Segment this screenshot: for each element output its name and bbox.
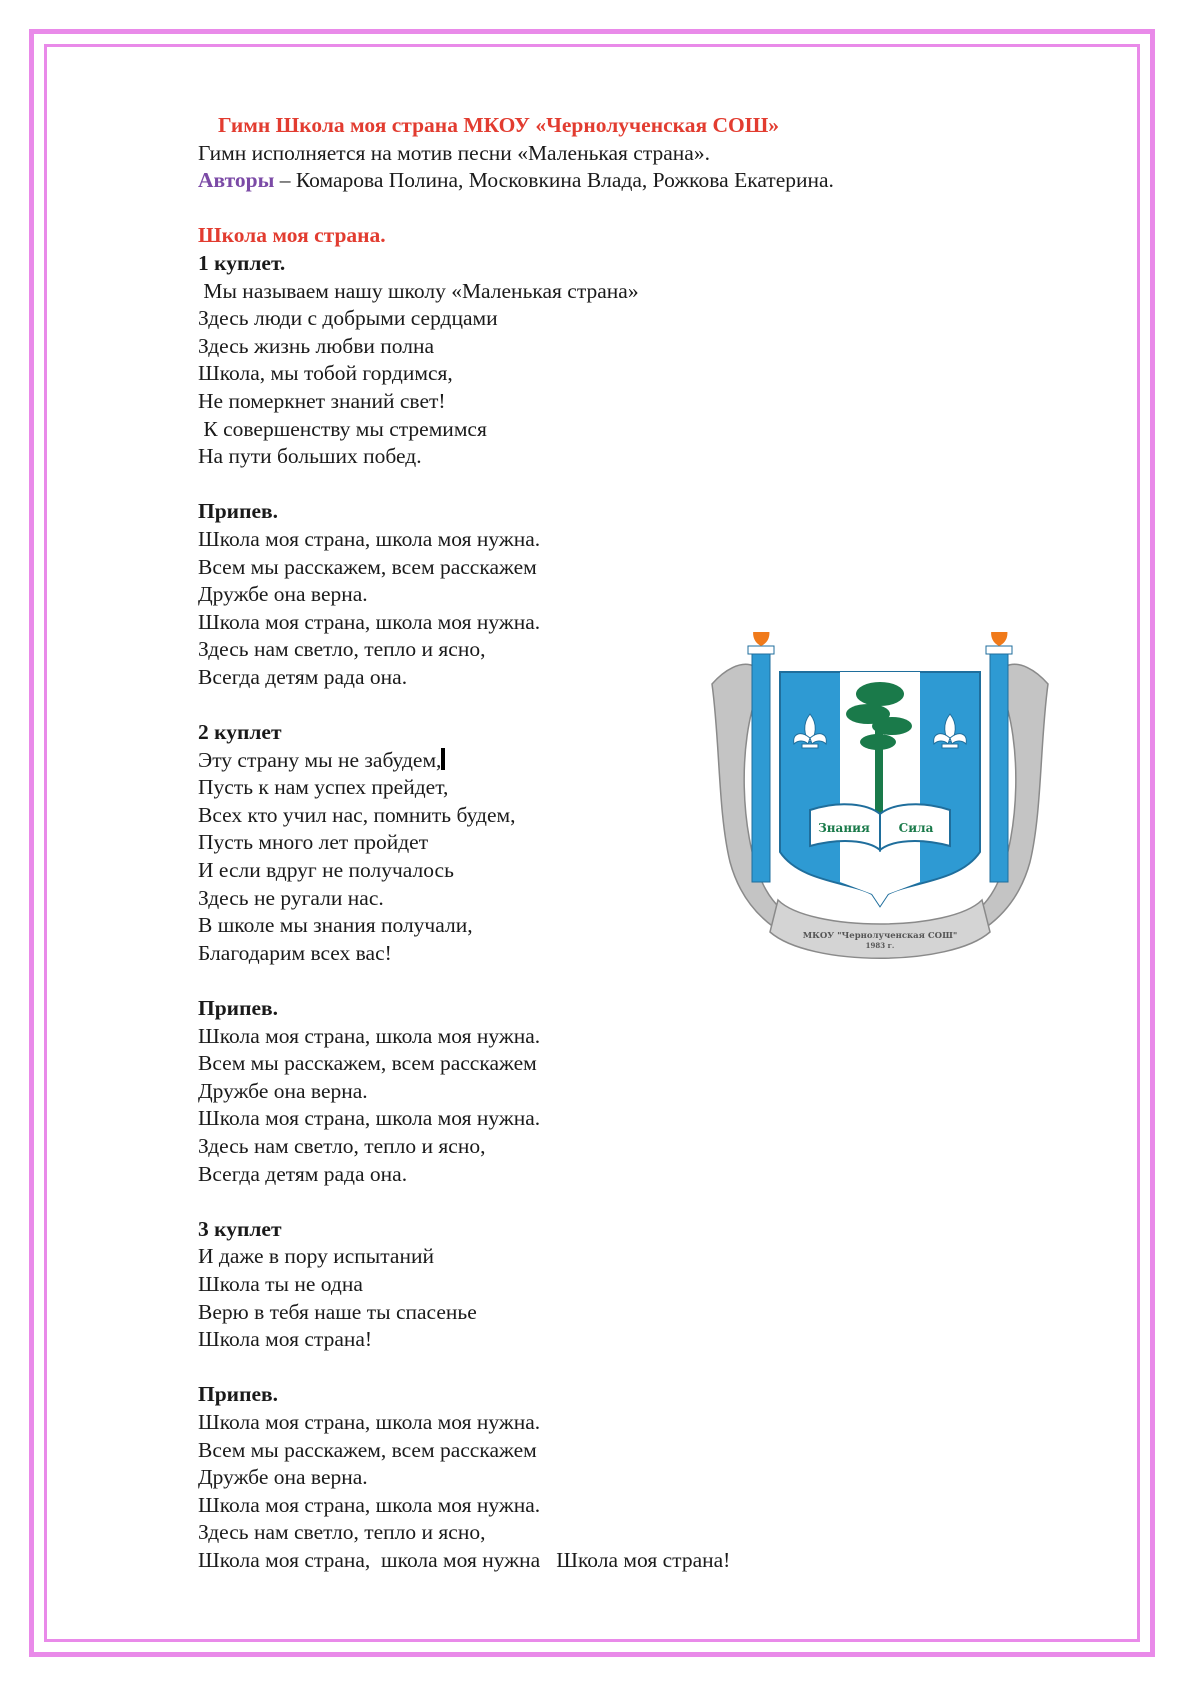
- chorus-3-heading: Припев.: [198, 1382, 278, 1407]
- lyric-text: Школа моя страна!: [198, 1327, 373, 1352]
- lyric-text: И если вдруг не получалось: [198, 858, 454, 883]
- lyric-text: Здесь нам светло, тепло и ясно,: [198, 637, 486, 662]
- lyric-text: Здесь жизнь любви полна: [198, 333, 435, 358]
- lyric-text: Пусть к нам успех прейдет,: [198, 775, 449, 800]
- lyric-line: [198, 1161, 958, 1189]
- lyric-line: [198, 581, 958, 609]
- lyric-line: [198, 416, 958, 444]
- lyric-text: Всем мы расскажем, всем расскажем: [198, 554, 537, 579]
- lyric-line: [198, 278, 958, 306]
- emblem-flame-left-icon: [753, 632, 769, 646]
- lyric-line: [198, 443, 958, 471]
- lyric-text: Здесь люди с добрыми сердцами: [198, 306, 498, 331]
- authors-label: Авторы: [198, 168, 275, 193]
- emblem-column-right: [990, 652, 1008, 882]
- lyric-line: [198, 526, 958, 554]
- lyric-text: Всегда детям рада она.: [198, 664, 408, 689]
- lyric-line: [198, 388, 958, 416]
- lyric-text: Всегда детям рада она.: [198, 1161, 408, 1186]
- emblem-flame-right-icon: [991, 632, 1007, 646]
- authors-line: [198, 167, 958, 195]
- lyric-line: [198, 1243, 958, 1271]
- lyric-line: [198, 1519, 958, 1547]
- verse-3-heading: 3 куплет: [198, 1216, 282, 1241]
- lyric-line: [198, 554, 958, 582]
- lyric-text: Пусть много лет пройдет: [198, 830, 429, 855]
- lyric-text: Верю в тебя наше ты спасенье: [198, 1299, 477, 1324]
- lyric-text: Школа моя страна, школа моя нужна.: [198, 1409, 541, 1434]
- lyric-line: [198, 1050, 958, 1078]
- emblem-ribbon-text: МКОУ "Чернолученская СОШ": [802, 931, 958, 941]
- emblem-year: 1983 г.: [865, 941, 895, 950]
- lyric-text: Школа моя страна, школа моя нужна.: [198, 609, 541, 634]
- verse-1-heading: 1 куплет.: [198, 250, 286, 275]
- lyric-text: Дружбе она верна.: [198, 1465, 368, 1490]
- lyric-line: [198, 1105, 958, 1133]
- lyric-line: [198, 360, 958, 388]
- chorus-2-lines: [198, 1023, 958, 1189]
- lyric-line: [198, 1547, 958, 1575]
- lyric-line: [198, 333, 958, 361]
- chorus-2-heading: Припев.: [198, 996, 278, 1020]
- lyric-line: [198, 1409, 958, 1437]
- lyric-text: В школе мы знания получали,: [198, 913, 473, 938]
- lyric-text: Здесь нам светло, тепло и ясно,: [198, 1133, 486, 1158]
- lyric-line: [198, 1492, 958, 1520]
- chorus-3-lines: [198, 1409, 958, 1575]
- lyric-line: [198, 1271, 958, 1299]
- lyric-text: Мы называем нашу школу «Маленькая страна»: [198, 278, 639, 303]
- document-subtitle: Гимн исполняется на мотив песни «Маленькая страна».: [198, 140, 710, 165]
- lyric-text: Школа моя страна, школа моя нужна Школа моя страна!: [198, 1547, 731, 1572]
- lyric-line: [198, 1437, 958, 1465]
- lyric-text: Всех кто учил нас, помнить будем,: [198, 802, 516, 827]
- lyric-text: Школа моя страна, школа моя нужна.: [198, 1492, 541, 1517]
- lyric-text: Здесь не ругали нас.: [198, 885, 384, 910]
- lyric-text: К совершенству мы стремимся: [198, 416, 487, 441]
- lyric-text: Школа моя страна, школа моя нужна.: [198, 1023, 541, 1048]
- lyric-text: Благодарим всех вас!: [198, 940, 392, 965]
- lyric-text: Дружбе она верна.: [198, 1078, 368, 1103]
- verse-2-heading: 2 куплет: [198, 720, 282, 745]
- lyric-text: Всем мы расскажем, всем расскажем: [198, 1051, 537, 1076]
- lyric-text: На пути больших побед.: [198, 444, 422, 469]
- lyric-text: Школа, мы тобой гордимся,: [198, 361, 453, 386]
- lyric-text: Дружбе она верна.: [198, 582, 368, 607]
- lyric-text: Здесь нам светло, тепло и ясно,: [198, 1520, 486, 1545]
- verse-3-lines: [198, 1243, 958, 1353]
- lyric-line: [198, 305, 958, 333]
- lyric-text: Школа моя страна, школа моя нужна.: [198, 1106, 541, 1131]
- emblem-book-left-text: Знания: [818, 821, 870, 835]
- document-title: Гимн Школа моя страна МКОУ «Чернолученская СОШ»: [218, 113, 780, 137]
- lyric-line: [198, 1464, 958, 1492]
- chorus-1-heading: Припев.: [198, 499, 278, 524]
- lyric-text: Всем мы расскажем, всем расскажем: [198, 1437, 537, 1462]
- lyric-text: Не померкнет знаний свет!: [198, 388, 446, 413]
- verse-1-lines: [198, 278, 958, 471]
- lyric-line: [198, 1078, 958, 1106]
- school-emblem: [700, 632, 1060, 1012]
- lyric-text: Школа ты не одна: [198, 1271, 363, 1296]
- song-title: Школа моя страна.: [198, 223, 386, 248]
- authors-names: – Комарова Полина, Московкина Влада, Рожкова Екатерина.: [274, 168, 834, 193]
- lyric-line: [198, 1133, 958, 1161]
- lyric-line: [198, 1326, 958, 1354]
- lyric-text: Эту страну мы не забудем,: [198, 747, 442, 772]
- lyric-line: [198, 1299, 958, 1327]
- lyric-text: Школа моя страна, школа моя нужна.: [198, 526, 541, 551]
- emblem-column-left: [752, 652, 770, 882]
- lyric-line: [198, 1023, 958, 1051]
- text-cursor: [441, 748, 445, 770]
- lyric-text: И даже в пору испытаний: [198, 1244, 434, 1269]
- emblem-book-right-text: Сила: [898, 821, 934, 835]
